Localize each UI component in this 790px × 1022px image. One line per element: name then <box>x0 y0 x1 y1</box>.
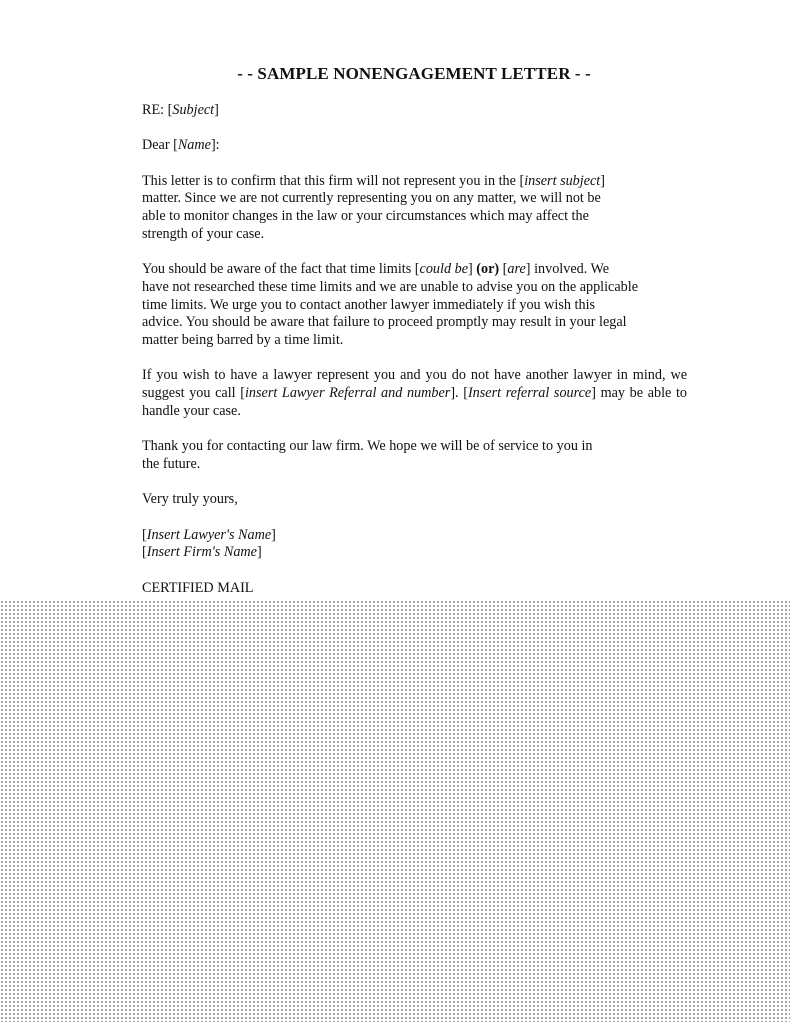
paragraph-line <box>142 261 687 279</box>
could-be-placeholder: could be <box>419 261 468 278</box>
paragraph-thanks <box>142 438 687 473</box>
are-placeholder: are <box>507 261 526 278</box>
text-segment: ] involved. We <box>525 261 610 278</box>
text-segment: [ <box>142 544 147 561</box>
salutation-suffix: ]: <box>210 137 220 154</box>
firm-name-placeholder: Insert Firm's Name <box>146 544 257 561</box>
text-segment: ] may be able to handle your case. <box>142 385 687 419</box>
letter-title: - - SAMPLE NONENGAGEMENT LETTER - - <box>237 64 591 83</box>
text-segment: ]. [ <box>450 385 468 402</box>
text-segment: ] <box>256 544 262 561</box>
text-segment: [ <box>499 261 508 278</box>
re-prefix: RE: [ <box>142 102 173 118</box>
paragraph-line: strength of your case. <box>142 225 265 242</box>
preview-cutoff-overlay <box>0 600 790 1022</box>
lawyer-referral-placeholder: insert Lawyer Referral and number <box>244 385 451 402</box>
or-bold: (or) <box>476 261 500 278</box>
re-line <box>142 102 687 120</box>
signature-lawyer-name <box>142 527 687 545</box>
signature-firm-name <box>142 544 687 562</box>
salutation-name-placeholder: Name <box>177 137 211 154</box>
paragraph-time-limits <box>142 261 687 350</box>
text-segment: ] <box>468 261 477 278</box>
paragraph-line <box>142 173 687 191</box>
re-subject-placeholder: Subject <box>172 102 215 118</box>
paragraph-line: Thank you for contacting our law firm. We hope we will be of service to you in <box>142 438 593 455</box>
text-segment: This letter is to confirm that this firm will not represent you in the [ <box>142 172 525 189</box>
text-segment: You should be aware of the fact that time limits [ <box>142 261 420 278</box>
closing: Very truly yours, <box>142 491 238 508</box>
certified-mail: CERTIFIED MAIL <box>142 579 254 596</box>
paragraph-line: able to monitor changes in the law or your circumstances which may affect the <box>142 208 589 225</box>
paragraph-referral <box>142 367 687 420</box>
paragraph-line: advice. You should be aware that failure to proceed promptly may result in your legal <box>142 314 627 331</box>
subject-placeholder: insert subject <box>524 172 601 189</box>
paragraph-line: time limits. We urge you to contact another lawyer immediately if you wish this <box>142 296 596 313</box>
paragraph-line: matter. Since we are not currently representing you on any matter, we will not be <box>142 190 601 207</box>
text-segment: ] <box>600 172 605 189</box>
paragraph-line: have not researched these time limits and we are unable to advise you on the applicable <box>142 278 638 295</box>
salutation <box>142 137 687 155</box>
re-suffix: ] <box>214 102 219 118</box>
text-segment: ] <box>271 526 276 543</box>
paragraph-confirmation <box>142 173 687 244</box>
lawyer-name-placeholder: Insert Lawyer's Name <box>146 526 272 543</box>
letter-body <box>142 102 687 598</box>
paragraph-line: the future. <box>142 455 201 472</box>
salutation-prefix: Dear [ <box>142 137 178 154</box>
paragraph-line: matter being barred by a time limit. <box>142 332 344 349</box>
text-segment: If you wish to have a lawyer represent you and you do not have another lawyer in mind, we suggest you call [ <box>142 367 687 402</box>
text-segment: [ <box>142 526 147 543</box>
referral-source-placeholder: Insert referral source <box>467 385 592 402</box>
